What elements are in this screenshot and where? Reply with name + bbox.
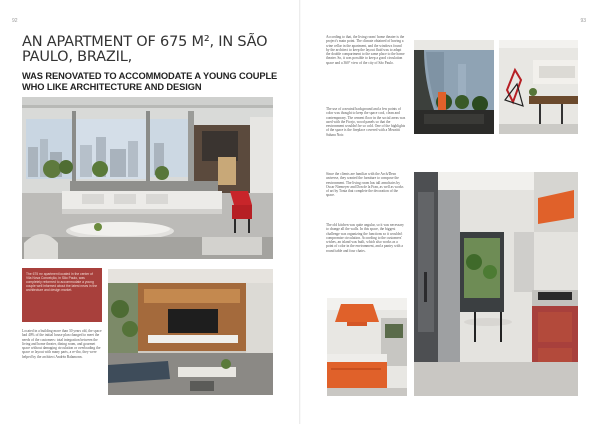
- living-room-photo: [22, 97, 273, 259]
- curved-window-photo: [414, 40, 494, 134]
- dining-area-photo: [499, 40, 578, 134]
- callout-text: The 675 m² apartment located in the center of Vila Nova Conceição, in São Paulo, was completely reformed to accommodate a young couple well informed about the latest news in the architecture and design market.: [26, 272, 98, 293]
- home-theater-photo: [108, 269, 273, 395]
- kitchen-photo: [414, 172, 578, 396]
- left-page-number: 92: [12, 18, 18, 24]
- headline-subtitle: WAS RENOVATED TO ACCOMMODATE A YOUNG COUPLE WHO LIKE ARCHITECTURE AND DESIGN: [22, 71, 278, 92]
- right-page-number: 93: [580, 18, 586, 24]
- right-body-text-3: Since the clients are familiar with the Arch/Desn universe, they wanted the furniture to compose the environment. The living room has tall armchairs by Oscar Niemeyer and Don de la Fran, as well as works of art by Tonia that complete the decoration of the space.: [326, 172, 404, 198]
- orange-island-photo: [327, 298, 407, 396]
- right-body-text-2: The use of a neutral background and a few points of color was thought to keep the space cool, clean and contemporary. The cement floor in the social areas was used with the Fiorjo, wood panels so that the environment wouldn't be so cold. One of the highlights of the space is the fireplace covered with a Mezzitti Sahara Noir.: [326, 107, 406, 137]
- left-body-text: Located in a building more than 30 years old, the space had 40% of the initial house plan changed to meet the needs of the customers: total integration between the living and home theater, dining room, and gourmet space without damaging circulation or overloading the space or layout with many parts, a re-tho, they were helped by the architect Andréa Balamonn.: [22, 329, 102, 359]
- headline-title: AN APARTMENT OF 675 M², IN SÃO PAULO, BRAZIL,: [22, 34, 268, 65]
- callout-box: [22, 268, 102, 322]
- right-body-text-1: According to that, the living room/ home theater is the project's main point. The climate obtained of having a wine cellar in the apartment, and the windows found by the architect to keep the layout fluid was to adapt the double compartment to the same place to the home theater. So, it was possible to keep a good circulation space and a 360° view of the city of São Paulo.: [326, 35, 405, 65]
- right-body-text-4: The old kitchen was quite angular, so it was necessary to change all the walls. In this space, the biggest challenge was organizing the functions so it wouldn't compromise circulation. According to the customers' wishes, an island was built, which also works as a point of color in the environment, and a pantry with a round table and four chairs.: [326, 223, 404, 253]
